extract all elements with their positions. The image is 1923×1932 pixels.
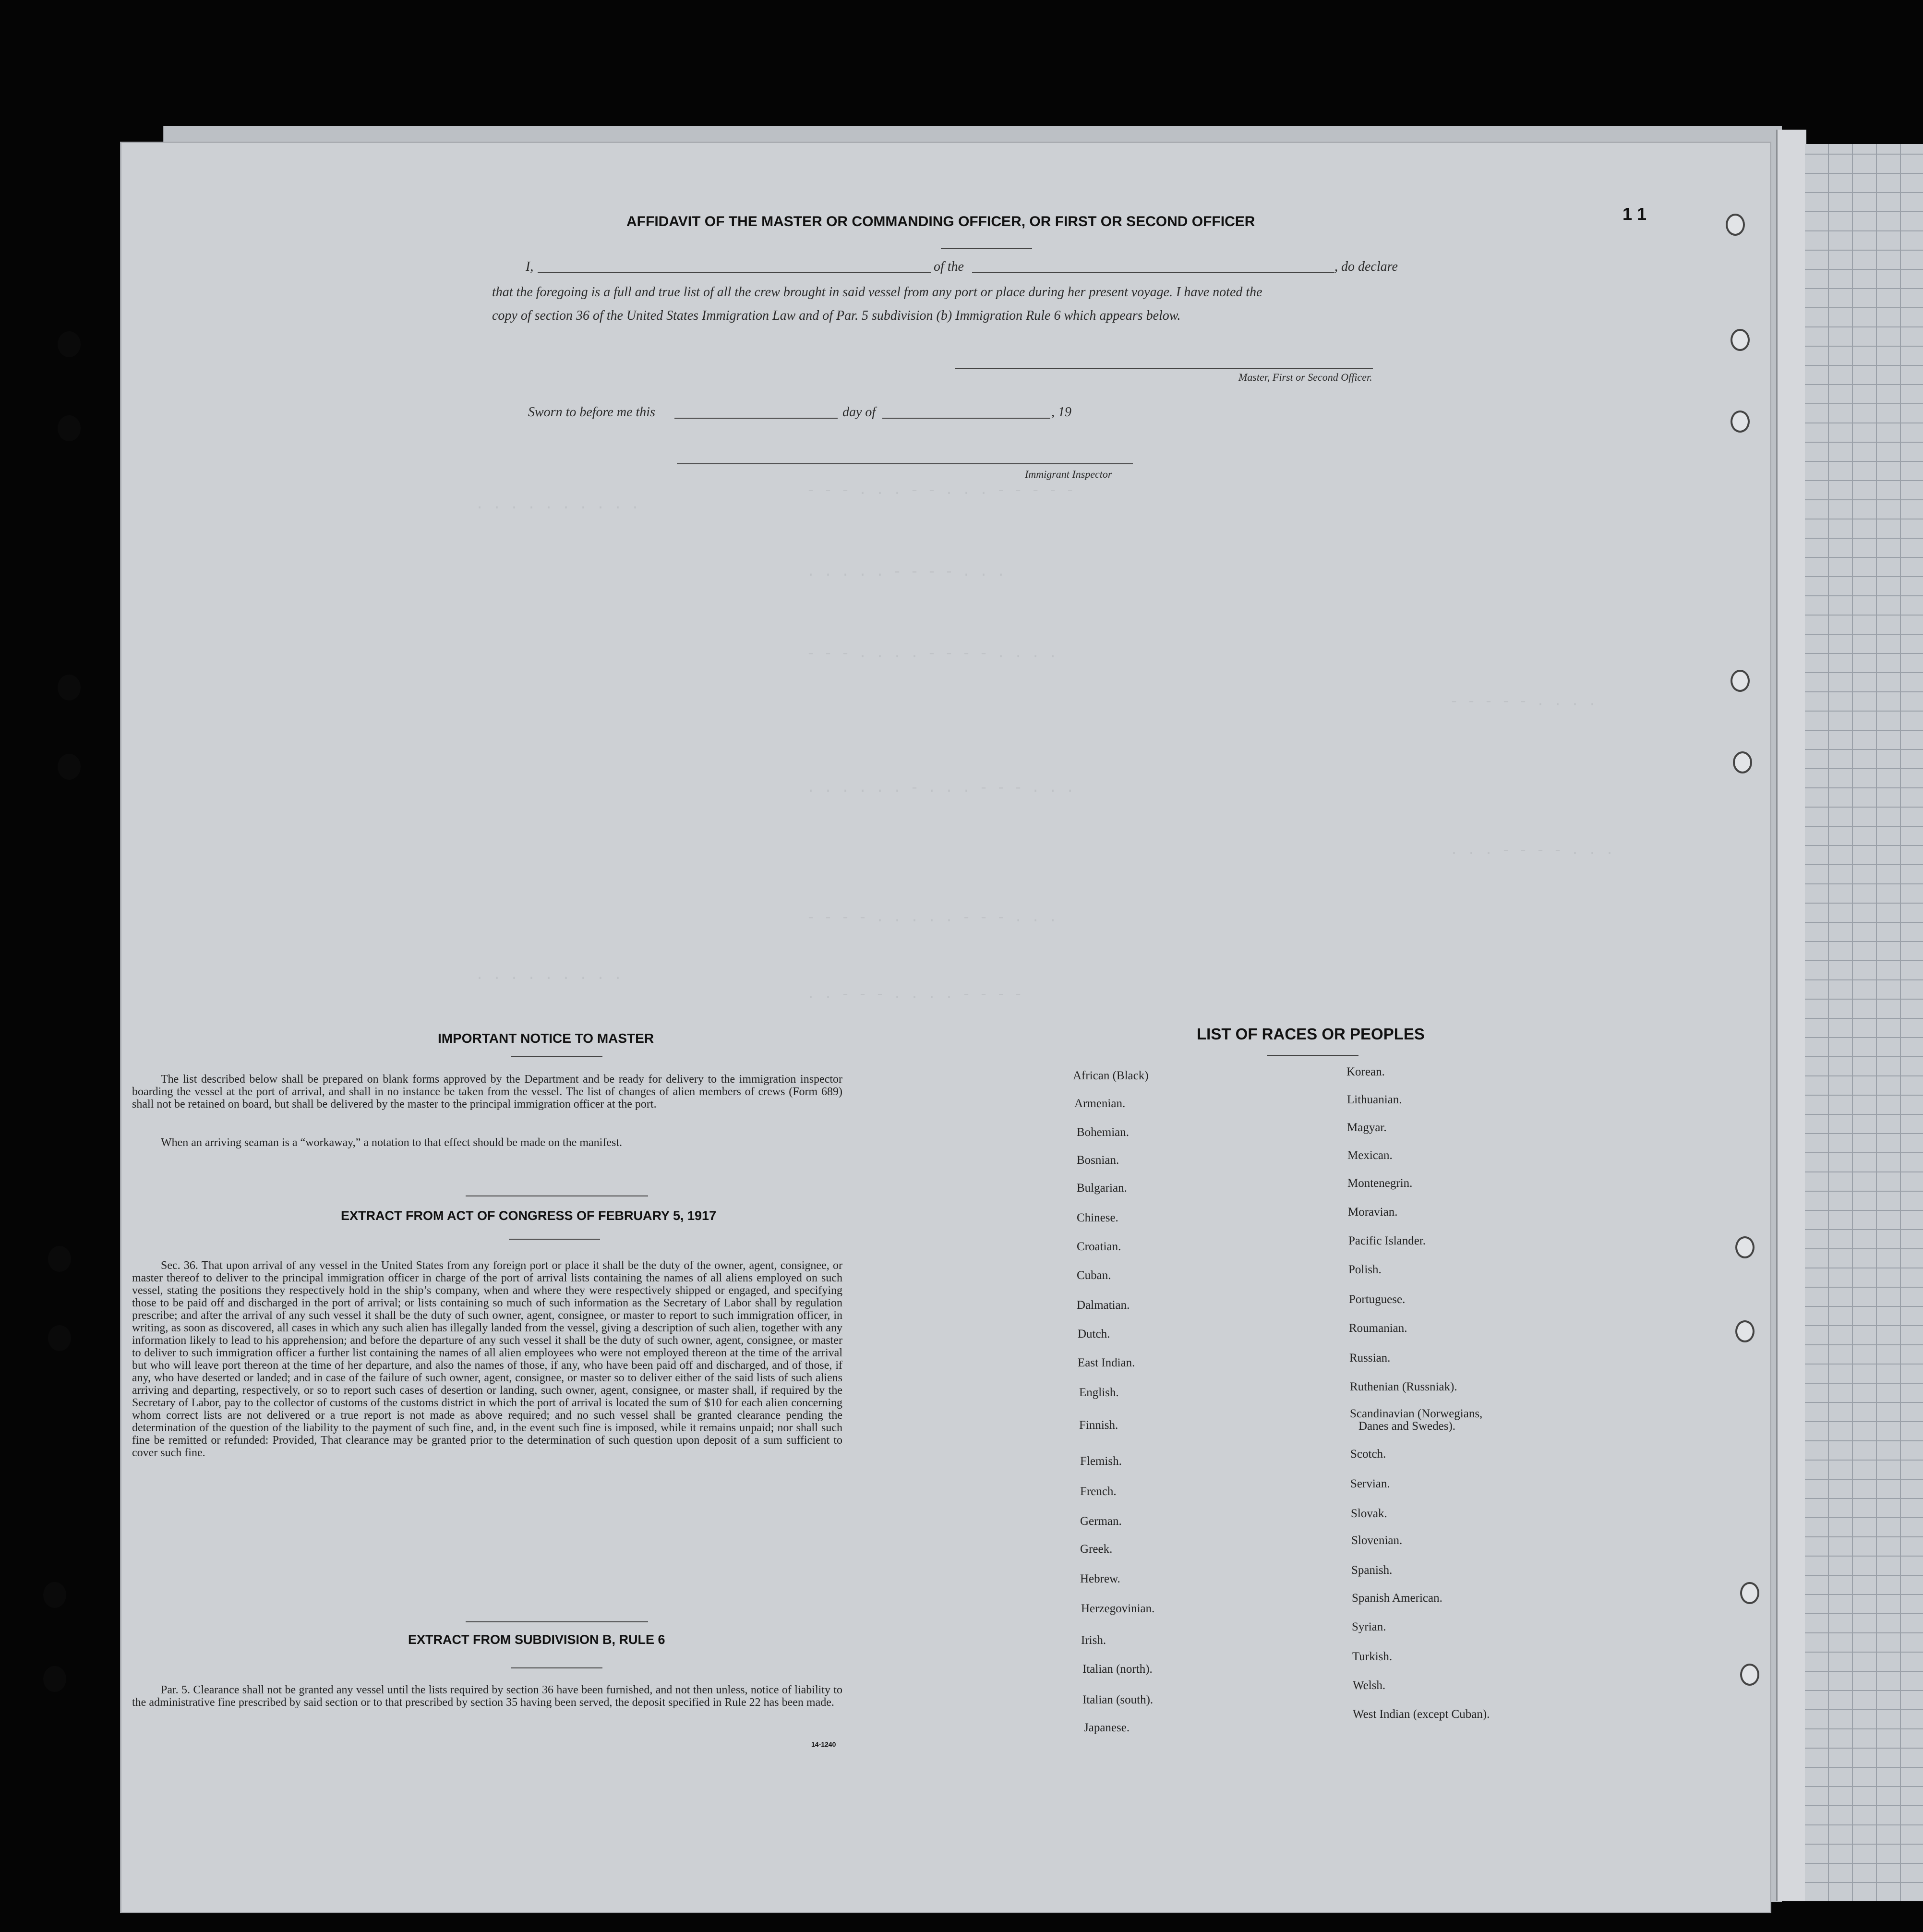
race-item: Herzegovinian. [1081,1602,1155,1615]
sworn-year: , 19 [1051,405,1071,420]
binder-hole [43,1582,66,1608]
sworn-day-field[interactable] [674,418,838,419]
rule-extract-title: EXTRACT FROM SUBDIVISION B, RULE 6 [408,1632,665,1647]
punch-ring [1731,411,1750,433]
punch-ring [1740,1582,1759,1604]
binder-hole [58,415,81,441]
race-item: Servian. [1350,1477,1390,1490]
binder-hole [58,331,81,357]
inspector-caption: Immigrant Inspector [1025,468,1112,480]
punch-ring [1726,214,1745,236]
race-item: Chinese. [1077,1211,1118,1224]
punch-ring [1740,1664,1759,1686]
section-divider [466,1621,648,1622]
affidavit-title: AFFIDAVIT OF THE MASTER OR COMMANDING OFFICER, OR FIRST OR SECOND OFFICER [626,214,1255,229]
race-item: Turkish. [1352,1650,1393,1663]
punch-ring [1733,751,1752,773]
declarant-name-field[interactable] [538,272,931,273]
vessel-prefix: of the [934,259,964,274]
race-item: Greek. [1080,1543,1113,1556]
race-item: Hebrew. [1080,1572,1120,1585]
rule-par-5-text: Par. 5. Clearance shall not be granted any vessel until the lists required by section 36 have been furnished, and not then unless, notice of liability to the administrative fine prescribed by said section or to that prescribed by section 35 having been served, the deposit specified in Rule 22 has been made. [132,1684,842,1709]
master-signature-field[interactable] [955,368,1373,369]
section-divider [466,1195,648,1196]
back-sheet-edge [1776,130,1806,1901]
notice-paragraph-1: The list described below shall be prepared on blank forms approved by the Department and be ready for delivery to the immigration inspector boarding the vessel at the port of arrival, and shall in no instance be taken from the vessel. The list of changes of alien members of crews (Form 689) shall not be retained on board, but shall be delivered by the master to the principal immigration officer at the port. [132,1073,842,1111]
binder-hole [48,1325,71,1351]
grid-paper-strip [1805,144,1923,1901]
vessel-name-field[interactable] [972,272,1334,273]
race-item: Japanese. [1084,1721,1130,1734]
race-item: Spanish American. [1352,1592,1442,1605]
inspector-signature-field[interactable] [677,463,1133,464]
master-signature-caption: Master, First or Second Officer. [1238,371,1372,383]
race-item: Korean. [1346,1065,1385,1078]
race-item: Flemish. [1080,1455,1122,1468]
races-title: LIST OF RACES OR PEOPLES [1197,1025,1425,1043]
race-item: Moravian. [1348,1206,1398,1219]
race-item: Irish. [1081,1634,1106,1647]
race-item: Spanish. [1351,1564,1393,1577]
form-number: 14-1240 [811,1740,836,1748]
race-item: Italian (north). [1082,1663,1153,1676]
declaration-line-2: that the foregoing is a full and true list of all the crew brought in said vessel from any port or place during her present voyage. I have noted the [492,285,1262,300]
race-item: Mexican. [1347,1149,1393,1162]
race-item: Pacific Islander. [1348,1234,1426,1247]
races-title-rule [1267,1055,1358,1056]
race-item: Roumanian. [1349,1322,1407,1335]
punch-ring [1735,1320,1755,1342]
notice-paragraph-2: When an arriving seaman is a “workaway,” a notation to that effect should be made on the manifest. [161,1136,622,1149]
race-item: Russian. [1349,1352,1391,1364]
corner-mark: 1 1 [1623,204,1647,224]
binder-hole [58,675,81,700]
race-item: Portuguese. [1349,1293,1406,1306]
punch-ring [1731,670,1750,692]
act-section-36-text: Sec. 36. That upon arrival of any vessel in the United States from any foreign port or place it shall be the duty of the owner, agent, consignee, or master thereof to deliver to the principal immigration officer in charge of the port of arrival lists containing the names of all aliens employed on such vessel, stating the positions they respectively hold in the ship’s company, when and where they were respectively shipped or engaged, and specifying those to be paid off and discharged in the port of arrival; or lists containing so much of such information as the Secretary of Labor shall by regulation prescribe; and after the arrival of any such vessel it shall be the duty of such owner, agent, consignee, or master to report to such immigration officer, in writing, as soon as discovered, all cases in which any such alien has illegally landed from the vessel, giving a description of such alien, together with any information likely to lead to his apprehension; and before the departure of any such vessel it shall be the duty of such owner, agent, consignee, or master to deliver to such immigration officer a further list containing the names of all alien employees who were not employed thereon at the time of the arrival but who will leave port thereon at the time of her departure, and also the names of those, if any, who have been paid off and discharged, and of those, if any, who have deserted or landed; and in case of the failure of such owner, agent, consignee, or master so to deliver either of the said lists of such aliens arriving and departing, respectively, or so to report such cases of desertion or landing, such owner, agent, consignee, or master shall, if required by the Secretary of Labor, pay to the collector of customs of the customs district in which the port of arrival is located the sum of $10 for each alien concerning whom correct lists are not delivered or a true report is not made as above required; and no such vessel shall be granted clearance pending the determination of the question of the liability to the payment of such fine, and, in the event such fine is imposed, while it remains unpaid; nor shall such fine be remitted or refunded: Provided, That clearance may be granted prior to the determination of such question upon deposit of a sum sufficient to cover such fine. [132,1259,842,1459]
notice-title: IMPORTANT NOTICE TO MASTER [438,1031,654,1046]
binder-hole [48,1246,71,1272]
race-item: French. [1080,1485,1117,1498]
race-item-continuation: Danes and Swedes). [1358,1420,1456,1433]
race-item: Syrian. [1352,1620,1386,1633]
declaration-line-3: copy of section 36 of the United States Immigration Law and of Par. 5 subdivision (b) Immigration Rule 6 which appears below. [492,308,1181,323]
race-item: Magyar. [1347,1121,1387,1134]
binder-hole [43,1666,66,1692]
race-item: Slovak. [1351,1507,1387,1520]
act-extract-rule [509,1239,600,1240]
rule-extract-rule [511,1667,602,1668]
notice-title-rule [511,1056,602,1057]
race-item: Finnish. [1079,1419,1118,1432]
binder-hole [58,754,81,780]
punch-ring [1731,329,1750,351]
race-item: Slovenian. [1351,1534,1403,1547]
race-item: Bohemian. [1077,1126,1130,1139]
race-item: Croatian. [1077,1240,1121,1253]
race-item: Montenegrin. [1347,1177,1413,1190]
race-item: Welsh. [1353,1679,1386,1692]
punch-ring [1735,1236,1755,1258]
race-item: East Indian. [1078,1356,1135,1369]
race-item: Dutch. [1078,1328,1110,1340]
declare-suffix: , do declare [1334,259,1398,274]
race-item: Lithuanian. [1347,1093,1402,1106]
race-item: Polish. [1348,1263,1382,1276]
race-item: Scandinavian (Norwegians, [1350,1407,1483,1420]
affidavit-title-rule [941,248,1032,249]
race-item: Bulgarian. [1077,1182,1127,1195]
race-item: Armenian. [1074,1097,1126,1110]
race-item: Dalmatian. [1077,1299,1130,1312]
race-item: English. [1079,1386,1119,1399]
race-item: Cuban. [1077,1269,1111,1282]
race-item: Scotch. [1350,1448,1386,1461]
race-item: West Indian (except Cuban). [1353,1708,1490,1721]
race-item: German. [1080,1515,1122,1528]
act-extract-title: EXTRACT FROM ACT OF CONGRESS OF FEBRUARY 5, 1917 [341,1208,717,1223]
sworn-month-field[interactable] [882,418,1050,419]
race-item: Italian (south). [1082,1693,1154,1706]
sworn-prefix: Sworn to before me this [528,405,655,420]
race-item: Ruthenian (Russniak). [1350,1380,1457,1393]
race-item: African (Black) [1073,1069,1149,1082]
form-sheet: . . . . . . . . . . - - - . . . - - . . . - - - - - . . . . . - - - - . . . - - - . . . . - - - - . . . . . . . . . . - . . . - - - . . . - - - - . . . . . - - - . . . . . - - - . . . . - - - - . . . . . . . . . - - - - - . . . . . . . - - - - . . . 1 1 AFFIDAVIT OF THE MASTER OR COMMANDING OFFICER, OR FIRST OR SECOND OFFICER I, of the , do declare that the foregoing is a full and true list of all the crew brought in said vessel from any port or place during her present voyage. I have noted the copy of section 36 of the United States Immigration Law and of Par. 5 subdivision (b) Immigration Rule 6 which appears below. Master, First or Second Officer. Sworn to before me this day of , 19 Immigrant Inspector IMPORTANT NOTICE TO MASTER The list described below shall be prepared on blank forms approved by the Department and be ready for delivery to the immigration inspector boarding the vessel at the port of arrival, and shall in no instance be taken from the vessel. The list of changes of alien members of crews (Form 689) shall not be retained on board, but shall be delivered by the master to the principal immigration officer at the port. When an arriving seaman is a “workaway,” a notation to that effect should be made on the manifest. EXTRACT FROM ACT OF CONGRESS OF FEBRUARY 5, 1917 Sec. 36. That upon arrival of any vessel in the United States from any foreign port or place it shall be the duty of the owner, agent, consignee, or master thereof to deliver to the principal immigration officer in charge of the port of arrival lists containing the names of all aliens employed on such vessel, stating the positions they respectively hold in the ship’s company, when and where they were respectively shipped or engaged, and specifying those to be paid off and discharged in the port of arrival; or lists containing so much of such information as the Secretary of Labor shall by regulation prescribe; and after the arrival of any such vessel it shall be the duty of such owner, agent, consignee, or master to report to such immigration officer, in writing, as soon as discovered, all cases in which any such alien has illegally landed from the vessel, giving a description of such alien, together with any information likely to lead to his apprehension; and before the departure of any such vessel it shall be the duty of such owner, agent, consignee, or master to deliver to such immigration officer a further list containing the names of all alien employees who were not employed thereon at the time of the arrival but who will leave port thereon at the time of her departure, and also the names of those, if any, who have been paid off and discharged, and of those, if any, who have deserted or landed; and in case of the failure of such owner, agent, consignee, or master so to deliver either of the said lists of such aliens arriving and departing, respectively, or so to report such cases of desertion or landing, such owner, agent, consignee, or master shall, if required by the Secretary of Labor, pay to the collector of customs of the customs district in which the port of arrival is located the sum of $10 for each alien concerning whom correct lists are not delivered or a true report is not made as above required; and no such vessel shall be granted clearance pending the determination of the question of the liability to the payment of such fine, and, in the event such fine is imposed, while it remains unpaid; nor shall such fine be remitted or refunded: Provided, That clearance may be granted prior to the determination of such question upon deposit of a sum sufficient to cover such fine. EXTRACT FROM SUBDIVISION B, RULE 6 Par. 5. Clearance shall not be granted any vessel until the lists required by section 36 have been furnished, and not then unless, notice of liability to the administrative fine prescribed by said section or to that prescribed by section 35 having been served, the deposit specified in Rule 22 has been made. 14-1240 LIST OF RACES OR PEOPLES African (Black) Armenian. Bohemian. Bosnian. Bulgarian. Chinese. Croatian. Cuban. Dalmatian. Dutch. East Indian. English. Finnish. Flemish. French. German. Greek. Hebrew. Herzegovinian. Irish. Italian (north). Italian (south). Japanese. Korean. Lithuanian. Magyar. Mexican. Montenegrin. Moravian. Pacific Islander. Polish. Portuguese. Roumanian. Russian. Ruthenian (Russniak). Scandinavian (Norwegians, Scotch. Servian. Slovak. Slovenian. Spanish. Spanish American. Syrian. Turkish. Welsh. West Indian (except Cuban). Danes and Swedes). [120,142,1771,1913]
declarant-prefix: I, [526,259,534,274]
race-item: Bosnian. [1077,1154,1119,1167]
sworn-day-of: day of [842,405,876,420]
